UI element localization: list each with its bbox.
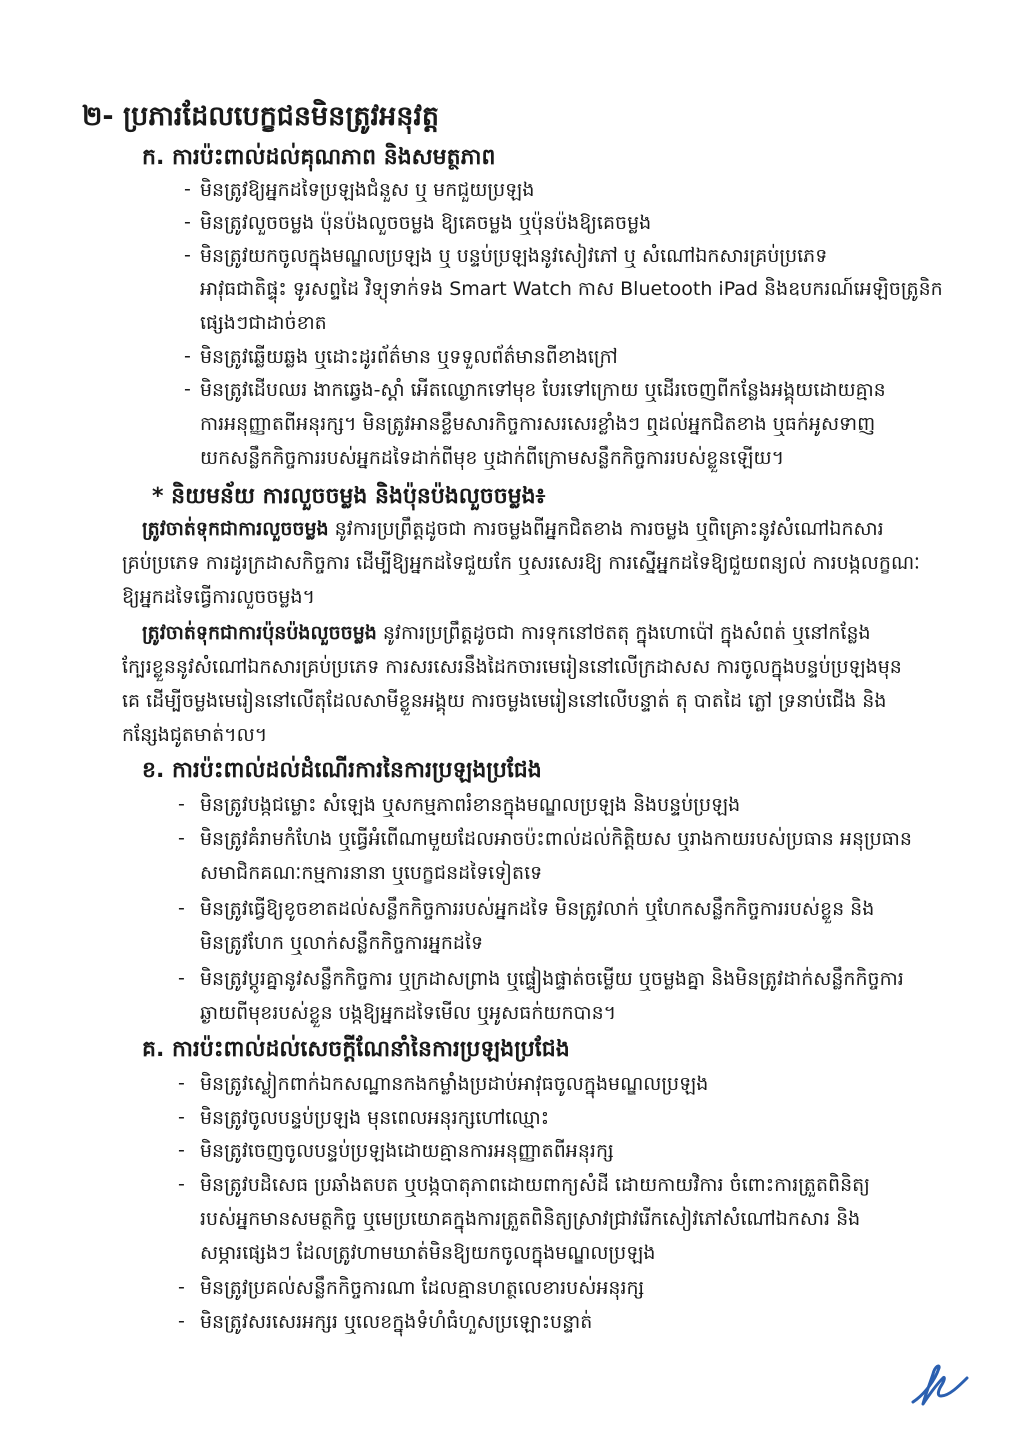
- signature-mark: [905, 1360, 975, 1410]
- list-item: មិនត្រូវគំរាមកំហែង ឬធ្វើអំពើណាមួយដែលអាចប៉ះពាល់ដល់កិត្តិយស ឬរាងកាយរបស់ប្រធាន អនុប្រធាន: [200, 828, 912, 850]
- list-item-continuation: មិនត្រូវហែក ឬលាក់សន្លឹកកិច្ចការអ្នកដទៃ: [200, 932, 484, 954]
- section-kha-heading: ខ. ការប៉ះពាល់ដល់ដំណើរការនៃការប្រឡងប្រជែង: [142, 758, 542, 783]
- list-item: មិនត្រូវប្រគល់សន្លឹកកិច្ចការណា ដែលគ្មានហត្ថលេខារបស់អនុរក្ស: [200, 1277, 645, 1299]
- list-item-continuation: អាវុធជាតិផ្ទុះ ទូរសព្ទដៃ វិទ្យុទាក់ទង Smart Watch កាស Bluetooth iPad និងឧបករណ៍អេឡិចត្រូនិក: [200, 278, 943, 300]
- definition-text: គ្រប់ប្រភេទ ការដូរក្រដាសកិច្ចការ ដើម្បីឱ្យអ្នកដទៃជួយកែ ឬសរសេរឱ្យ ការស្នើអ្នកដទៃឱ្យជួយពន្យល់ ការបង្កលក្ខណៈ: [122, 552, 920, 574]
- definition-paragraph-2: [122, 616, 922, 752]
- bullet-dash: -: [178, 1173, 185, 1195]
- definition-text: កន្សែងជូតមាត់។ល។: [122, 724, 268, 746]
- definition-text: នូវការប្រព្រឹត្តដូចជា ការចម្លងពីអ្នកជិតខាង ការចម្លង ឬពិគ្រោះនូវសំណៅឯកសារ: [328, 518, 884, 540]
- definition-text: គេ ដើម្បីចម្លងមេរៀននៅលើតុដែលសាមីខ្លួនអង្គុយ ការចម្លងមេរៀននៅលើបន្ទាត់ តុ បាតដៃ ភ្លៅ ទ្រនាប់ជើង និង: [122, 690, 887, 712]
- list-item-continuation: របស់អ្នកមានសមត្ថកិច្ច ឬមេប្រយោគក្នុងការត្រួតពិនិត្យស្រាវជ្រាវរើកសៀវភៅសំណៅឯកសារ និង: [200, 1208, 861, 1230]
- list-item: មិនត្រូវឆ្លើយឆ្លង ឬដោះដូរព័ត៌មាន ឬទទួលព័ត៌មានពីខាងក្រៅ: [200, 346, 618, 368]
- bullet-dash: -: [178, 967, 185, 989]
- bullet-dash: -: [178, 827, 185, 849]
- list-item: មិនត្រូវលួចចម្លង ប៉ុនប៉ងលួចចម្លង ឱ្យគេចម្លង ឬប៉ុនប៉ងឱ្យគេចម្លង: [200, 212, 652, 234]
- section-ka-heading: ក. ការប៉ះពាល់ដល់គុណភាព និងសមត្ថភាព: [142, 145, 496, 170]
- list-item: មិនត្រូវប្តូរគ្នានូវសន្លឹកកិច្ចការ ឬក្រដាសព្រាង ឬផ្ទៀងផ្ទាត់ចម្លើយ ឬចម្លងគ្នា និងមិនត្រូវដាក់សន្លឹកកិច្ចការ: [200, 968, 904, 990]
- bullet-dash: -: [184, 178, 191, 200]
- definition-term: ត្រូវចាត់ទុកជាការលួចចម្លង: [142, 518, 329, 540]
- definition-paragraph-1: [122, 512, 922, 614]
- list-item: មិនត្រូវសរសេរអក្សរ ឬលេខក្នុងទំហំធំហួសប្រឡោះបន្ទាត់: [200, 1311, 593, 1333]
- list-item: មិនត្រូវចេញចូលបន្ទប់ប្រឡងដោយគ្មានការអនុញ្ញាតពីអនុរក្ស: [200, 1140, 614, 1162]
- bullet-dash: -: [178, 1072, 185, 1094]
- list-item: មិនត្រូវស្លៀកពាក់ឯកសណ្ឋានកងកម្លាំងប្រដាប់អាវុធចូលក្នុងមណ្ឌលប្រឡង: [200, 1073, 709, 1095]
- list-item-continuation: សមាជិកគណៈកម្មការនានា ឬបេក្ខជនដទៃទៀតទេ: [200, 862, 543, 884]
- definition-text: នូវការប្រព្រឹត្តដូចជា ការទុកនៅថតតុ ក្នុងហោប៉ៅ ក្នុងសំពត់ ឬនៅកន្លែង: [376, 622, 871, 644]
- definition-term: ត្រូវចាត់ទុកជាការប៉ុនប៉ងលួចចម្លង: [142, 622, 377, 644]
- list-item-continuation: ឆ្ងាយពីមុខរបស់ខ្លួន បង្កឱ្យអ្នកដទៃមើល ឬអូសធក់យកបាន។: [200, 1002, 617, 1024]
- list-item: មិនត្រូវបដិសេធ ប្រឆាំងតបត ឬបង្កបាតុភាពដោយពាក្យសំដី ដោយកាយវិការ ចំពោះការត្រួតពិនិត្យ: [200, 1174, 870, 1196]
- list-item: មិនត្រូវចូលបន្ទប់ប្រឡង មុនពេលអនុរក្សហៅឈ្មោះ: [200, 1107, 550, 1129]
- definition-text: ឱ្យអ្នកដទៃធ្វើការលួចចម្លង។: [122, 586, 316, 608]
- list-item: មិនត្រូវឱ្យអ្នកដទៃប្រឡងជំនួស ឬ មកជួយប្រឡង: [200, 179, 535, 201]
- bullet-dash: -: [184, 244, 191, 266]
- bullet-dash: -: [178, 897, 185, 919]
- definition-text: ក្បែរខ្លួននូវសំណៅឯកសារគ្រប់ប្រភេទ ការសរសេរនឹងដៃកចារមេរៀននៅលើក្រដាសស ការចូលក្នុងបន្ទប់ប្រឡងមុន: [122, 656, 902, 678]
- list-item-continuation: សម្ភារផ្សេងៗ ដែលត្រូវហាមឃាត់មិនឱ្យយកចូលក្នុងមណ្ឌលប្រឡង: [200, 1242, 656, 1264]
- bullet-dash: -: [184, 345, 191, 367]
- list-item: មិនត្រូវដើបឈរ ងាកឆ្វេង-ស្តាំ អើតឈ្ងោកទៅមុខ បែរទៅក្រោយ ឬដើរចេញពីកន្លែងអង្គុយដោយគ្មាន: [200, 379, 886, 401]
- bullet-dash: -: [178, 793, 185, 815]
- list-item-continuation: ការអនុញ្ញាតពីអនុរក្ស។ មិនត្រូវអានខ្លឹមសារកិច្ចការសរសេរខ្លាំងៗ ឮដល់អ្នកជិតខាង ឬធក់អូសទាញ: [200, 413, 876, 435]
- list-item-continuation: យកសន្លឹកកិច្ចការរបស់អ្នកដទៃដាក់ពីមុខ ឬដាក់ពីក្រោមសន្លឹកកិច្ចការរបស់ខ្លួនឡើយ។: [200, 447, 785, 469]
- bullet-dash: -: [178, 1106, 185, 1128]
- bullet-dash: -: [184, 211, 191, 233]
- list-item: មិនត្រូវយកចូលក្នុងមណ្ឌលប្រឡង ឬ បន្ទប់ប្រឡងនូវសៀវភៅ ឬ សំណៅឯកសារគ្រប់ប្រភេទ: [200, 245, 828, 267]
- list-item: មិនត្រូវធ្វើឱ្យខូចខាតដល់សន្លឹកកិច្ចការរបស់អ្នកដទៃ មិនត្រូវលាក់ ឬហែកសន្លឹកកិច្ចការរបស់ខ្លួន និង: [200, 898, 875, 920]
- bullet-dash: -: [178, 1276, 185, 1298]
- list-item: មិនត្រូវបង្កជម្លោះ សំឡេង ឬសកម្មភាពរំខានក្នុងមណ្ឌលប្រឡង និងបន្ទប់ប្រឡង: [200, 794, 741, 816]
- definitions-heading: * និយមន័យ ការលួចចម្លង និងប៉ុនប៉ងលួចចម្លង៖: [152, 484, 546, 509]
- list-item-continuation: ផ្សេងៗជាដាច់ខាត: [200, 312, 327, 334]
- bullet-dash: -: [178, 1139, 185, 1161]
- bullet-dash: -: [178, 1310, 185, 1332]
- page-title: ២- ប្រភារដែលបេក្ខជនមិនត្រូវអនុវត្ត: [82, 101, 440, 132]
- section-ko-heading: គ. ការប៉ះពាល់ដល់សេចក្តីណែនាំនៃការប្រឡងប្រជែង: [142, 1037, 570, 1062]
- bullet-dash: -: [184, 378, 191, 400]
